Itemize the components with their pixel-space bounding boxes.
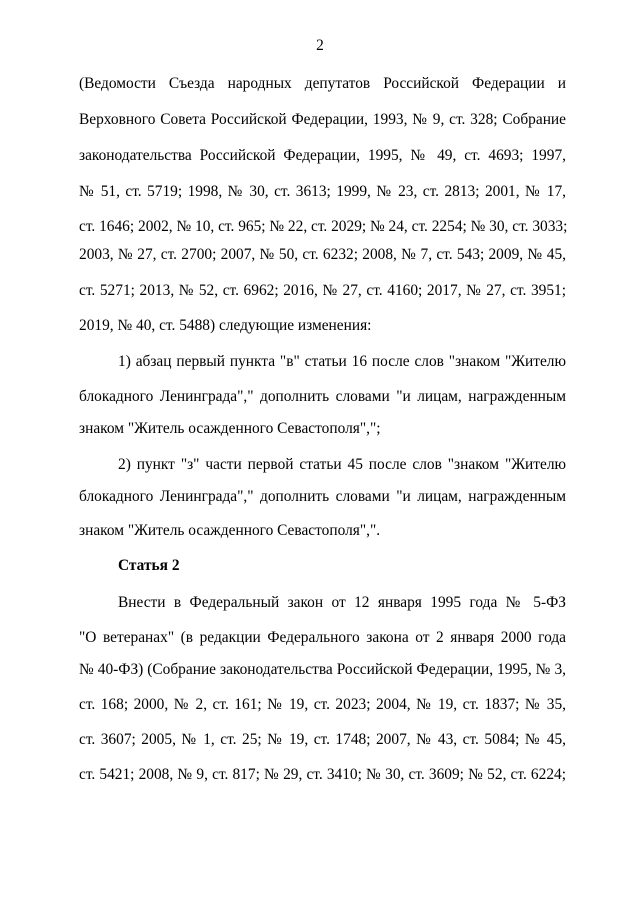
text-line: законодательства Российской Федерации, 1995, № 49, ст. 4693; 1997, <box>79 147 566 164</box>
text-line: Верховного Совета Российской Федерации, 1993, № 9, ст. 328; Собрание <box>79 111 566 128</box>
text-line: "О ветеранах" (в редакции Федерального закона от 2 января 2000 года <box>79 629 566 646</box>
text-line: блокадного Ленинграда"," дополнить словами "и лицам, награжденным <box>79 488 566 505</box>
text-line: Внести в Федеральный закон от 12 января 1995 года № 5-ФЗ <box>118 594 566 611</box>
text-line: 2) пункт "з" части первой статьи 45 после слов "знаком "Жителю <box>118 456 566 473</box>
article-heading: Статья 2 <box>118 557 180 574</box>
text-line: ст. 3607; 2005, № 1, ст. 25; № 19, ст. 1748; 2007, № 43, ст. 5084; № 45, <box>79 731 566 748</box>
text-line: № 51, ст. 5719; 1998, № 30, ст. 3613; 1999, № 23, ст. 2813; 2001, № 17, <box>79 183 566 200</box>
text-line: знаком "Житель осажденного Севастополя","; <box>79 420 381 437</box>
text-line: № 40-ФЗ) (Собрание законодательства Российской Федерации, 1995, № 3, <box>79 661 566 678</box>
text-line: ст. 168; 2000, № 2, ст. 161; № 19, ст. 2023; 2004, № 19, ст. 1837; № 35, <box>79 696 566 713</box>
text-line: знаком "Житель осажденного Севастополя",". <box>79 522 381 539</box>
text-line: 1) абзац первый пункта "в" статьи 16 после слов "знаком "Жителю <box>118 353 566 370</box>
text-line: ст. 1646; 2002, № 10, ст. 965; № 22, ст. 2029; № 24, ст. 2254; № 30, ст. 3033; <box>79 218 568 235</box>
text-line: блокадного Ленинграда"," дополнить словами "и лицам, награжденным <box>79 388 566 405</box>
page-number: 2 <box>316 37 324 54</box>
text-line: 2019, № 40, ст. 5488) следующие изменения: <box>79 317 372 334</box>
text-line: 2003, № 27, ст. 2700; 2007, № 50, ст. 6232; 2008, № 7, ст. 543; 2009, № 45, <box>79 246 566 263</box>
text-line: ст. 5271; 2013, № 52, ст. 6962; 2016, № 27, ст. 4160; 2017, № 27, ст. 3951; <box>79 282 566 299</box>
text-line: (Ведомости Съезда народных депутатов Российской Федерации и <box>79 75 566 92</box>
text-line: ст. 5421; 2008, № 9, ст. 817; № 29, ст. 3410; № 30, ст. 3609; № 52, ст. 6224; <box>79 766 566 783</box>
